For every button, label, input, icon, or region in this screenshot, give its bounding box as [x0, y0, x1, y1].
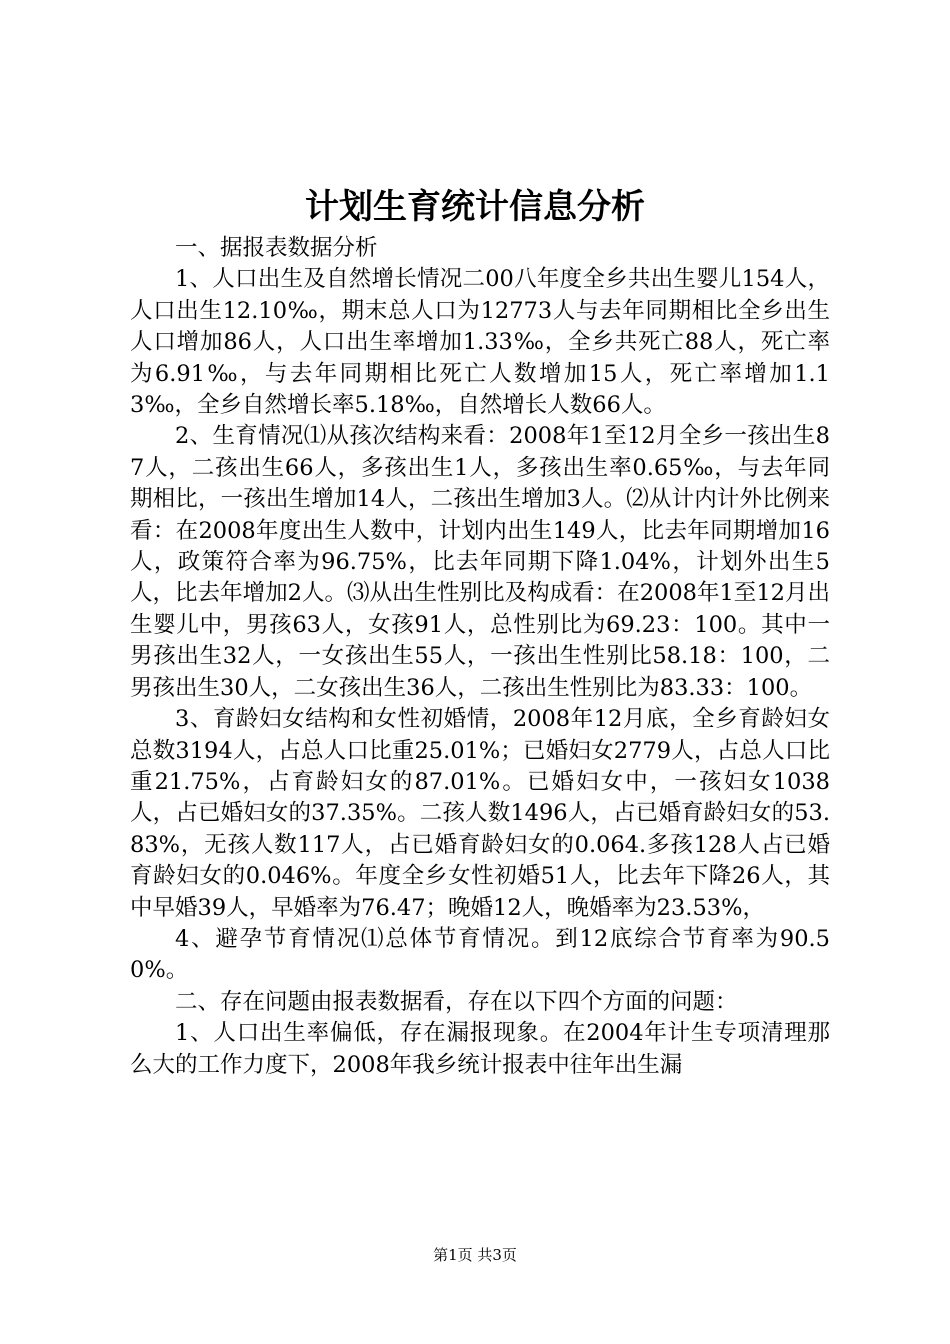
paragraph-problem-1: 1、人口出生率偏低，存在漏报现象。在2004年计生专项清理那么大的工作力度下，2008年我乡统计报表中往年出生漏: [130, 1020, 830, 1078]
paragraph-birth-situation: 2、生育情况⑴从孩次结构来看：2008年1至12月全乡一孩出生87人，二孩出生66人，多孩出生1人，多孩出生率0.65‰，与去年同期相比，一孩出生增加14人，二孩出生增加3人。⑵从计内计外比例来看：在2008年度出生人数中，计划内出生149人，比去年同期增加16人，政策符合率为96.75%，比去年同期下降1.04%，计划外出生5人，比去年增加2人。⑶从出生性别比及构成看：在2008年1至12月出生婴儿中，男孩63人，女孩91人，总性别比为69.23：100。其中一男孩出生32人，一女孩出生55人，一孩出生性别比58.18：100，二男孩出生30人，二女孩出生36人，二孩出生性别比为83.33：100。: [130, 423, 830, 701]
document-title: 计划生育统计信息分析: [305, 187, 645, 227]
section-heading-2: 二、存在问题由报表数据看，存在以下四个方面的问题：: [175, 988, 738, 1015]
page-footer: 第1页 共3页: [433, 1246, 517, 1264]
paragraph-population-growth: 1、人口出生及自然增长情况二00八年度全乡共出生婴儿154人，人口出生12.10‰，期末总人口为12773人与去年同期相比全乡出生人口增加86人，人口出生率增加1.33‰，全乡共死亡88人，死亡率为6.91‰，与去年同期相比死亡人数增加15人，死亡率增加1.13‰，全乡自然增长率5.18‰，自然增长人数66人。: [130, 266, 830, 419]
section-heading-1: 一、据报表数据分析: [175, 235, 378, 261]
paragraph-contraception: 4、避孕节育情况⑴总体节育情况。到12底综合节育率为90.50%。: [130, 925, 830, 984]
document-body: [130, 233, 830, 1081]
paragraph-women-structure: 3、育龄妇女结构和女性初婚情，2008年12月底，全乡育龄妇女总数3194人，占总人口比重25.01%；已婚妇女2779人，占总人口比重21.75%，占育龄妇女的87.01%。已婚妇女中，一孩妇女1038人，占已婚妇女的37.35%。二孩人数1496人，占已婚育龄妇女的53.83%，无孩人数117人，占已婚育龄妇女的0.064.多孩128人占已婚育龄妇女的0.046%。年度全乡女性初婚51人，比去年下降26人，其中早婚39人，早婚率为76.47；晚婚12人，晚婚率为23.53%，: [130, 706, 830, 921]
